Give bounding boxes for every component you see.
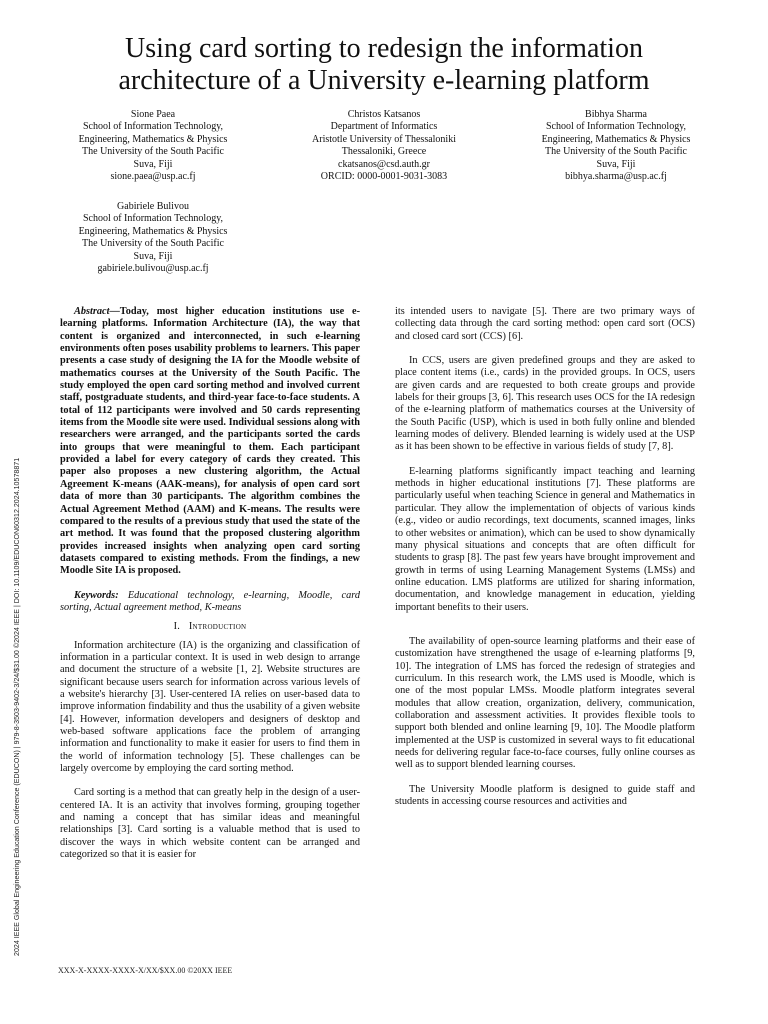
author-affiliation-line: Engineering, Mathematics & Physics	[78, 225, 228, 237]
author-affiliation-line: Suva, Fiji	[133, 158, 173, 170]
author-affiliation-line: The University of the South Pacific	[545, 146, 687, 158]
spacer	[395, 772, 695, 784]
author-affiliation-line: The University of the South Pacific	[82, 146, 224, 158]
author-name: Bibhya Sharma	[585, 109, 647, 120]
author-affiliation-line: Suva, Fiji	[133, 250, 173, 262]
paragraph: Card sorting is a method that can greatly help in the design of a user-centered IA. It is an activity that involves forming, grouping together and naming a concept that has similar ideas and meaningful relationships [3]. Card sorting is a valuable method that is used to discover the ways in which website content can be arranged and categorized so that it is easier for	[60, 787, 360, 861]
author-affiliation-line: School of Information Technology,	[82, 121, 224, 133]
keywords-text: Educational technology, e-learning, Moodle, card sorting, Actual agreement method, K-means	[60, 589, 361, 613]
author-affiliation-line: School of Information Technology,	[82, 213, 224, 225]
spacer	[395, 614, 695, 636]
left-column	[60, 306, 360, 861]
title-line-2: architecture of a University e-learning platform	[118, 65, 650, 96]
paragraph: Information architecture (IA) is the organizing and classification of information in a particular context. It is used in web design to arrange and document the structure of a website [1, 2]. Website structures are significant because users search for information across various levels of a website's hierarchy [3]. User-centered IA relies on user-based data to improve information findability and thus the usability of a given website [4]. However, information developers and designers of desktop and web-based software applications face the problem of arranging information and functionality to make it easier for users to find them in the world of information technology [5]. These challenges can be largely overcome by employing the card sorting method.	[60, 639, 360, 775]
author-affiliation-line: Engineering, Mathematics & Physics	[541, 133, 691, 145]
paragraph: its intended users to navigate [5]. There are two primary ways of collecting data through the card sorting method: open card sort (OCS) and closed card sort (CCS) [6].	[395, 306, 695, 342]
author-affiliation-line: School of Information Technology,	[545, 121, 687, 133]
author-affiliation-line: Engineering, Mathematics & Physics	[78, 133, 228, 145]
author-affiliation-line: The University of the South Pacific	[82, 238, 224, 250]
keywords-label: Keywords:	[74, 589, 119, 601]
section-initial: I	[188, 621, 193, 633]
abstract-text: —Today, most higher education institutions use e-learning platforms. Information Architecture (IA), the way that content is organized and interconnected, in such e-learning environments often poses usability problems to learners. This paper presents a case study of designing the IA for the Moodle website of mathematics courses at the University of the South Pacific. The study employed the open card sorting method and involved current staff, postgraduate students, and third-year face-to-face students. A total of 112 participants were involved and 50 cards representing items from the Moodle site were used. Individual sessions along with researchers were arranged, and the participants sorted the cards into groups that were meaningful to them. Each participant provided a label for every category of cards they created. This paper also proposes a new clustering algorithm, the Actual Agreement K-means (AAK-means), for analysis of open card sort data of more than 30 participants. The algorithm combines the Actual Agreement Method (AAM) and K-means. The results were compared to the results of a previous study that used the state of the art method. It was found that the proposed clustering algorithm provides increased insights when analyzing open card sorting datasets compared to existing methods. From the findings, a new Moodle Site IA is proposed.	[60, 306, 360, 577]
paragraph: E-learning platforms significantly impact teaching and learning methods in higher educational institutions [7]. These platforms are particularly useful when teaching Science in general and Mathematics in particular. They allow the implementation of objects of various kinds (e.g., video or audio recordings, text documents, scanned images, links to other websites or animation), which can be used to show dynamically many physical situations and concepts that are often difficult for students to grasp [8]. The past few years have brought improvement and growth in terms of using Learning Management Systems (LMSs) and online education. LMS platforms are utilized for sharing information, documentation, and knowledge management in education, yielding important benefits to their users.	[395, 465, 695, 613]
author-block-3	[501, 109, 731, 183]
title-line-1: Using card sorting to redesign the information	[125, 33, 643, 64]
conference-doi-text: 2024 IEEE Global Engineering Education Conference (EDUCON) | 979-8-3503-9402-3/24/$31.00 ©2024 IEEE | DOI: 10.1109/EDUCON60312.2024.10578871	[13, 457, 21, 956]
paragraph: The University Moodle platform is designed to guide staff and students in accessing course resources and activities and	[395, 783, 695, 808]
author-affiliation-line: Thessaloniki, Greece	[341, 146, 427, 158]
author-email: bibhya.sharma@usp.ac.fj	[565, 171, 667, 183]
right-column	[395, 306, 695, 808]
author-affiliation-line: Suva, Fiji	[596, 158, 636, 170]
paragraph: The availability of open-source learning platforms and their ease of customization have strengthened the usage of e-learning platforms [9, 10]. The integration of LMS has forced the redesign of strategies and curriculum. In this research work, the LMS used is Moodle, which is one of the most popular LMSs. Moodle platform integrates several modules that allow creation, organization, delivery, communication, collaboration and assessment activities. It provides flexible tools to support both blended and online learning [9, 10]. The Moodle platform implemented at the USP is customized in several ways to fit educational needs for delivering regular face-to-face courses, fully online courses as well as to support blended learning courses.	[395, 635, 695, 771]
abstract	[60, 306, 360, 578]
author-email: gabiriele.bulivou@usp.ac.fj	[97, 263, 209, 275]
spacer	[395, 454, 695, 466]
author-block-1	[38, 109, 268, 183]
author-affiliation-line: Department of Informatics	[330, 121, 438, 133]
spacer	[60, 775, 360, 787]
section-title: ntroduction	[192, 621, 247, 633]
paragraph: In CCS, users are given predefined groups and they are asked to place content items (i.e., cards) in the provided groups. In OCS, users are given cards and are requested to both create groups and provide labels for their groups [3, 6]. This research uses OCS for the IA redesign of the e-learning platform of mathematics courses at the University of the South Pacific (USP), which is used in both fully online and blended learning modes of delivery. Blended learning is widely used at the USP as it has been shown to be effective in various fields of study [7, 8].	[395, 355, 695, 453]
conference-sidebar	[2, 326, 24, 956]
author-email: ckatsanos@csd.auth.gr	[338, 158, 430, 170]
author-email: sione.paea@usp.ac.fj	[110, 171, 196, 183]
author-name: Christos Katsanos	[347, 109, 421, 120]
author-affiliation-line: Aristotle University of Thessaloniki	[312, 133, 456, 145]
keywords	[60, 590, 360, 615]
section-heading	[60, 621, 360, 633]
copyright-footer: XXX-X-XXXX-XXXX-X/XX/$XX.00 ©20XX IEEE	[58, 966, 233, 975]
section-number: I.	[173, 621, 181, 633]
spacer	[395, 343, 695, 355]
author-block-4	[38, 201, 268, 275]
abstract-label: Abstract	[74, 306, 110, 317]
author-name: Gabiriele Bulivou	[117, 201, 189, 212]
paper-title	[0, 33, 768, 97]
author-block-2	[269, 109, 499, 183]
spacer	[60, 578, 360, 590]
author-orcid: ORCID: 0000-0001-9031-3083	[320, 171, 448, 183]
author-name: Sione Paea	[130, 109, 176, 120]
